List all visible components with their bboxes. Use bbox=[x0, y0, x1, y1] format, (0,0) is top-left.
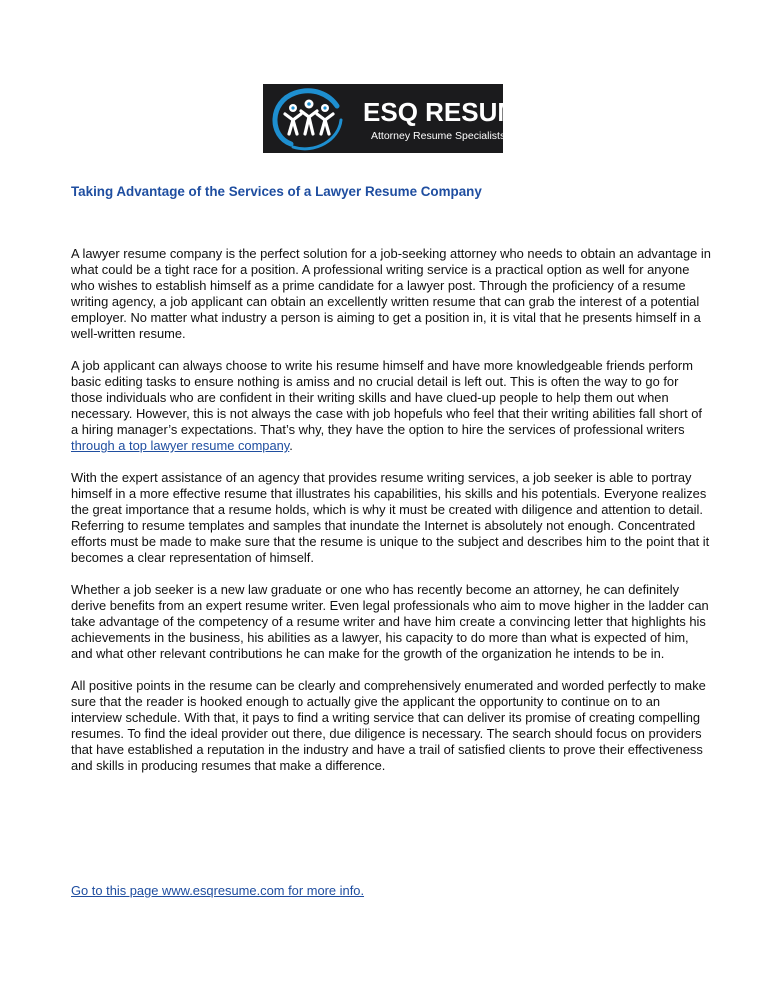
article-title: Taking Advantage of the Services of a Lawyer Resume Company bbox=[71, 184, 482, 199]
paragraph-4: Whether a job seeker is a new law graduate or one who has recently become an attorney, he can definitely derive benefits from an expert resume writer. Even legal professionals who aim to move higher in the ladder can take advantage of the competency of a resume writer and have him create a convincing letter that highlights his achievements in the business, his abilities as a lawyer, his capacity to do more than what is expected of him, and what other relevant contributions he can make for the growth of the organization he intends to be in. bbox=[71, 582, 709, 661]
paragraph-2-suffix: . bbox=[289, 438, 293, 453]
paragraph-2 bbox=[71, 358, 711, 454]
article-body bbox=[71, 246, 711, 774]
paragraph-1: A lawyer resume company is the perfect solution for a job-seeking attorney who needs to obtain an advantage in what could be a tight race for a position. A professional writing service is a practical option as well for anyone who wishes to establish himself as a prime candidate for a lawyer post. Through the proficiency of a resume writing agency, a job applicant can obtain an excellently written resume that can grab the interest of a potential employer. No matter what industry a person is aiming to get a position in, it is vital that he presents himself in a well-written resume. bbox=[71, 246, 711, 341]
esq-resume-logo bbox=[263, 84, 537, 153]
logo-wordmark: ESQ RESUME bbox=[363, 97, 537, 127]
paragraph-2-text: A job applicant can always choose to write his resume himself and have more knowledgeable friends perform basic editing tasks to ensure nothing is amiss and no crucial detail is left out. This is often the way to go for those individuals who are confident in their writing skills and have clued-up people to help them out when necessary. However, this is not always the case with job hopefuls who feel that their writing abilities fall short of a hiring manager’s expectations. That’s why, they have the option to hire the services of professional writers bbox=[71, 358, 702, 437]
footer-more-info-link[interactable]: Go to this page www.esqresume.com for more info. bbox=[71, 883, 365, 898]
paragraph-5: All positive points in the resume can be clearly and comprehensively enumerated and worded perfectly to make sure that the reader is hooked enough to actually give the applicant the opportunity to continue on to an interview schedule. With that, it pays to find a writing service that can deliver its promise of creating compelling resumes. To find the ideal provider out there, due diligence is necessary. The search should focus on providers that have established a reputation in the industry and have a trail of satisfied clients to prove their effectiveness and skills in producing resumes that make a difference. bbox=[71, 678, 706, 773]
lawyer-resume-company-link[interactable]: through a top lawyer resume company bbox=[71, 438, 290, 453]
logo-tagline: Attorney Resume Specialists bbox=[371, 130, 506, 142]
paragraph-3: With the expert assistance of an agency that provides resume writing services, a job seeker is able to portray himself in a more effective resume that illustrates his capabilities, his skills and his potentials. Everyone realizes the great importance that a resume holds, which is why it must be created with diligence and attention to detail. Referring to resume templates and samples that inundate the Internet is absolutely not enough. Concentrated efforts must be made to make sure that the resume is unique to the subject and describes him to the point that it becomes a clear representation of himself. bbox=[71, 470, 710, 565]
